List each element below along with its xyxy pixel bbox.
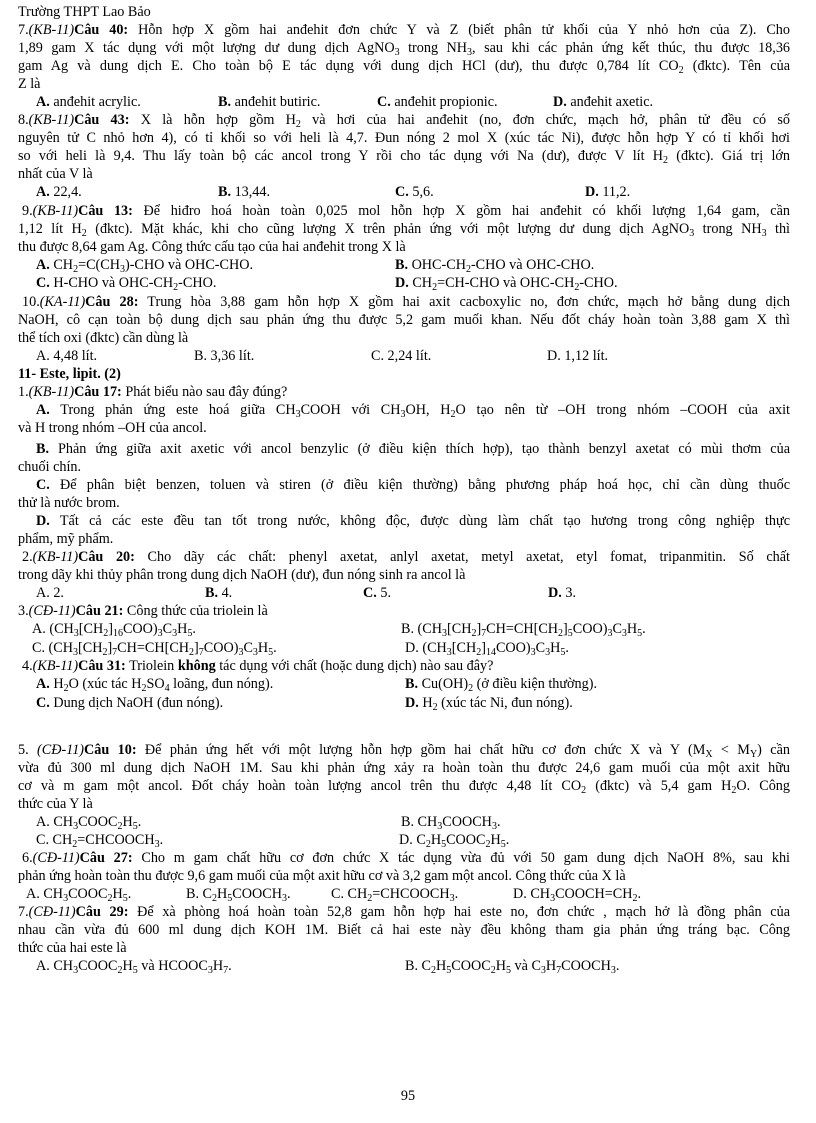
- school-header: Trường THPT Lao Bảo: [18, 4, 151, 20]
- s4-option-a: A. $H_2O$ (xúc tác $H_2SO_4$ loãng, đun nóng).: [36, 676, 274, 694]
- q7-line-1: 7.(KB-11)Câu 40: Hỗn hợp X gồm hai anđehit đơn chức Y và Z (biết phân tử khối của Y nhỏ hơn của Z). Cho: [18, 22, 790, 38]
- s7-option-a: A. $CH_3COOC_2H_5$ và $HCOOC_3H_7$.: [36, 958, 232, 976]
- q10-option-c: C. 2,24 lít.: [371, 348, 432, 364]
- q9-line-1: 9.(KB-11)Câu 13: Để hiđro hoá hoàn toàn 0,025 mol hỗn hợp X gồm hai anđehit có khối lượng 1,64 gam, cần: [22, 203, 790, 219]
- q10-line-3: thể tích oxi (đktc) cần dùng là: [18, 330, 189, 346]
- s3-stem: 3.(CĐ-11)Câu 21: Công thức của triolein là: [18, 603, 268, 619]
- q9-option-a: A. $CH_2=C(CH_3)$-CHO và OHC-CHO.: [36, 257, 254, 275]
- s5-line-4: thức của Y là: [18, 796, 93, 812]
- s3-option-a: A. $(CH_3[CH_2]_{16}COO)_3C_3H_5$.: [32, 621, 196, 639]
- q7-option-a: A. anđehit acrylic.: [36, 94, 141, 110]
- s5-line-1: 5. (CĐ-11)Câu 10: Để phản ứng hết với một lượng hỗn hợp gồm hai chất hữu cơ đơn chức X và Y $(M_X < M_Y)$ cần: [18, 742, 790, 760]
- s7-line-1: 7.(CĐ-11)Câu 29: Để xà phòng hoá hoàn toàn 52,8 gam hỗn hợp hai este no, đơn chức , mạch hở là đồng phân của: [18, 904, 790, 920]
- q8-option-a: A. 22,4.: [36, 184, 82, 200]
- s2-option-a: A. 2.: [36, 585, 64, 601]
- q10-option-b: B. 3,36 lít.: [194, 348, 255, 364]
- s3-option-d: D. $(CH_3[CH_2]_{14}COO)_3C_3H_5$.: [405, 640, 569, 658]
- section-heading: 11- Este, lipit. (2): [18, 366, 121, 382]
- s1-option-d-line-1: D. Tất cả các este đều tan tốt trong nước, không độc, được dùng làm chất tạo hương trong công nghiệp thực: [36, 513, 790, 529]
- q8-option-c: C. 5,6.: [395, 184, 434, 200]
- s6-option-d: D. $CH_3COOCH=CH_2$.: [513, 886, 641, 904]
- s5-option-a: A. $CH_3COOC_2H_5$.: [36, 814, 142, 832]
- s6-option-a: A. $CH_3COOC_2H_5$.: [26, 886, 132, 904]
- s1-option-b-line-2: chuối chín.: [18, 459, 82, 475]
- s1-option-c-line-2: thử là nước brom.: [18, 495, 120, 511]
- q10-option-d: D. 1,12 lít.: [547, 348, 609, 364]
- q8-option-d: D. 11,2.: [585, 184, 631, 200]
- q9-option-c: C. H-CHO và OHC-$CH_2$-CHO.: [36, 275, 217, 293]
- s5-line-2: vừa đủ 300 ml dung dịch NaOH 1M. Sau khi phản ứng xảy ra hoàn toàn thu được 24,6 gam muối của một axit hữu: [18, 760, 790, 776]
- q10-option-a: A. 4,48 lít.: [36, 348, 98, 364]
- s3-option-c: C. $(CH_3[CH_2]_7CH=CH[CH_2]_7COO)_3C_3H_5$.: [32, 640, 277, 658]
- s5-line-3: cơ và m gam một ancol. Đốt cháy hoàn toàn lượng ancol trên thu được 4,48 lít $CO_2$ (đktc) và 5,4 gam $H_2O$. Công: [18, 778, 790, 796]
- s7-option-b: B. $C_2H_5COOC_2H_5$ và $C_3H_7COOCH_3$.: [405, 958, 620, 976]
- q8-line-4: nhất của V là: [18, 166, 93, 182]
- s1-option-c-line-1: C. Để phân biệt benzen, toluen và stiren (ở điều kiện thường) bằng phương pháp hoá học, chỉ cần dùng thuốc: [36, 477, 790, 493]
- q10-line-1: 10.(KA-11)Câu 28: Trung hòa 3,88 gam hỗn hợp X gồm hai axit cacboxylic no, đơn chức, mạch hở bằng dung dịch: [22, 294, 790, 310]
- s6-option-b: B. $C_2H_5COOCH_3$.: [186, 886, 291, 904]
- q10-line-2: NaOH, cô cạn toàn bộ dung dịch sau phản ứng thu được 5,2 gam muối khan. Nếu đốt cháy hoàn toàn 3,88 gam X thì: [18, 312, 790, 328]
- s5-option-c: C. $CH_2=CHCOOCH_3$.: [36, 832, 164, 850]
- s7-line-3: thức của hai este là: [18, 940, 127, 956]
- q8-option-b: B. 13,44.: [218, 184, 271, 200]
- s2-option-b: B. 4.: [205, 585, 233, 601]
- s6-option-c: C. $CH_2=CHCOOCH_3$.: [331, 886, 459, 904]
- s7-line-2: nhau cần vừa đủ 600 ml dung dịch KOH 1M. Biết cả hai este này đều không tham gia phản ứng tráng bạc. Công: [18, 922, 790, 938]
- q7-option-c: C. anđehit propionic.: [377, 94, 498, 110]
- s3-option-b: B. $(CH_3[CH_2]_7CH=CH[CH_2]_5COO)_3C_3H_5$.: [401, 621, 646, 639]
- q9-option-d: D. $CH_2=CH$-CHO và OHC-$CH_2$-CHO.: [395, 275, 618, 293]
- s5-option-b: B. $CH_3COOCH_3$.: [401, 814, 501, 832]
- q7-line-4: Z là: [18, 76, 41, 92]
- s4-option-c: C. Dung dịch NaOH (đun nóng).: [36, 695, 224, 711]
- q8-line-2: nguyên tử C nhỏ hơn 4), có tỉ khối so với heli là 4,7. Đun nóng 2 mol X (xúc tác Ni), được hỗn hợp Y có tỉ khối hơi: [18, 130, 790, 146]
- s6-line-1: 6.(CĐ-11)Câu 27: Cho m gam chất hữu cơ đơn chức X tác dụng vừa đủ với 50 gam dung dịch NaOH 8%, sau khi: [22, 850, 790, 866]
- q9-option-b: B. OHC-$CH_2$-CHO và OHC-CHO.: [395, 257, 595, 275]
- s1-stem: 1.(KB-11)Câu 17: Phát biểu nào sau đây đúng?: [18, 384, 288, 400]
- s1-option-a-line-2: và H trong nhóm –OH của ancol.: [18, 420, 207, 436]
- q8-line-3: so với heli là 9,4. Thu lấy toàn bộ các ancol trong Y rồi cho tác dụng với Na (dư), được V lít $H_2$ (đktc). Giá trị lớn: [18, 148, 790, 166]
- s5-option-d: D. $C_2H_5COOC_2H_5$.: [399, 832, 510, 850]
- page-number: 95: [400, 1088, 416, 1104]
- s6-line-2: phản ứng hoàn toàn thu được 9,6 gam muối của một axit hữu cơ và 3,2 gam một ancol. Công thức của X là: [18, 868, 626, 884]
- q7-line-3: gam Ag và dung dịch E. Cho toàn bộ E tác dụng với dung dịch HCl (dư), thu được 0,784 lít $CO_2$ (đktc). Tên của: [18, 58, 790, 76]
- s2-option-d: D. 3.: [548, 585, 576, 601]
- q9-line-3: thu được 8,64 gam Ag. Công thức cấu tạo của hai anđehit trong X là: [18, 239, 406, 255]
- s1-option-d-line-2: phẩm, mỹ phẩm.: [18, 531, 114, 547]
- s2-line-2: trong dãy khi thủy phân trong dung dịch NaOH (dư), đun nóng sinh ra ancol là: [18, 567, 466, 583]
- s1-option-b-line-1: B. Phản ứng giữa axit axetic với ancol benzylic (ở điều kiện thích hợp), tạo thành benzyl axetat có mùi thơm của: [36, 441, 790, 457]
- q8-line-1: 8.(KB-11)Câu 43: X là hỗn hợp gồm $H_2$ và hơi của hai anđehit (no, đơn chức, mạch hở, phân tử đều có số: [18, 112, 790, 130]
- s2-option-c: C. 5.: [363, 585, 391, 601]
- s4-stem: 4.(KB-11)Câu 31: Triolein không tác dụng với chất (hoặc dung dịch) nào sau đây?: [22, 658, 494, 674]
- s1-option-a-line-1: A. Trong phản ứng este hoá giữa $CH_3COOH$ với $CH_3OH$, $H_2O$ tạo nên từ –OH trong nhóm –COOH của axit: [36, 402, 790, 420]
- s2-line-1: 2.(KB-11)Câu 20: Cho dãy các chất: phenyl axetat, anlyl axetat, metyl axetat, etyl fomat, tripanmitin. Số chất: [22, 549, 790, 565]
- q7-option-b: B. anđehit butiric.: [218, 94, 321, 110]
- s4-option-d: D. $H_2$ (xúc tác Ni, đun nóng).: [405, 695, 573, 713]
- q7-option-d: D. anđehit axetic.: [553, 94, 654, 110]
- q9-line-2: 1,12 lít $H_2$ (đktc). Mặt khác, khi cho cũng lượng X trên phản ứng với một lượng dư dung dịch AgNO$_3$ trong $NH_3$ thì: [18, 221, 790, 239]
- q7-line-2: 1,89 gam X tác dụng với một lượng dư dung dịch AgNO$_3$ trong $NH_3$, sau khi các phản ứng kết thúc, thu được 18,36: [18, 40, 791, 58]
- s4-option-b: B. $Cu(OH)_2$ (ở điều kiện thường).: [405, 676, 598, 694]
